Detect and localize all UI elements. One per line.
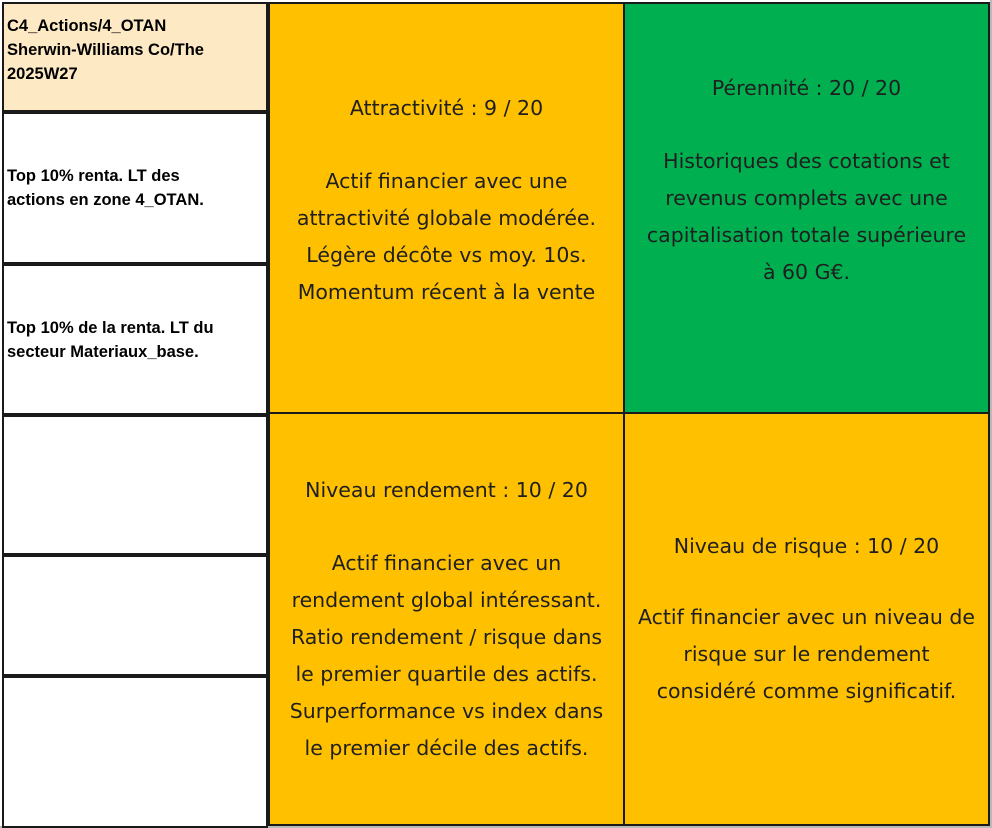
rendement-description: Actif financier avec un rendement global intéressant. Ratio rendement / risque dans le premier quartile des actifs. Surperformance vs index dans le premier décile des actifs.: [289, 550, 604, 760]
attractivite-title: Attractivité : 9 / 20: [349, 95, 544, 120]
empty-cell: [2, 676, 268, 828]
empty-cell: [2, 415, 268, 555]
risque-score-cell: [623, 412, 990, 826]
asset-header-cell: [2, 2, 268, 112]
attractivite-score-cell: [268, 2, 625, 414]
highlight-cell-zone: [2, 112, 268, 264]
attractivite-description: Actif financier avec une attractivité globale modérée. Légère décôte vs moy. 10s. Momentum récent à la vente: [296, 168, 597, 304]
asset-week: 2025W27: [7, 65, 78, 83]
rendement-score-cell: [268, 412, 625, 826]
asset-name: Sherwin-Williams Co/The: [7, 41, 204, 59]
highlight-text-sector: Top 10% de la renta. LT du secteur Materiaux_base.: [7, 318, 214, 361]
risque-description: Actif financier avec un niveau de risque sur le rendement considéré comme significatif.: [637, 605, 976, 703]
rendement-title: Niveau rendement : 10 / 20: [305, 477, 588, 502]
empty-cell: [2, 555, 268, 676]
highlight-cell-sector: [2, 264, 268, 415]
perennite-score-cell: [623, 2, 990, 414]
asset-category: C4_Actions/4_OTAN: [7, 17, 167, 35]
risque-title: Niveau de risque : 10 / 20: [673, 534, 940, 558]
perennite-title: Pérennité : 20 / 20: [711, 75, 902, 100]
highlight-text-zone: Top 10% renta. LT des actions en zone 4_OTAN.: [7, 167, 204, 209]
perennite-description: Historiques des cotations et revenus complets avec une capitalisation totale supérieure à 60 G€.: [646, 148, 967, 284]
